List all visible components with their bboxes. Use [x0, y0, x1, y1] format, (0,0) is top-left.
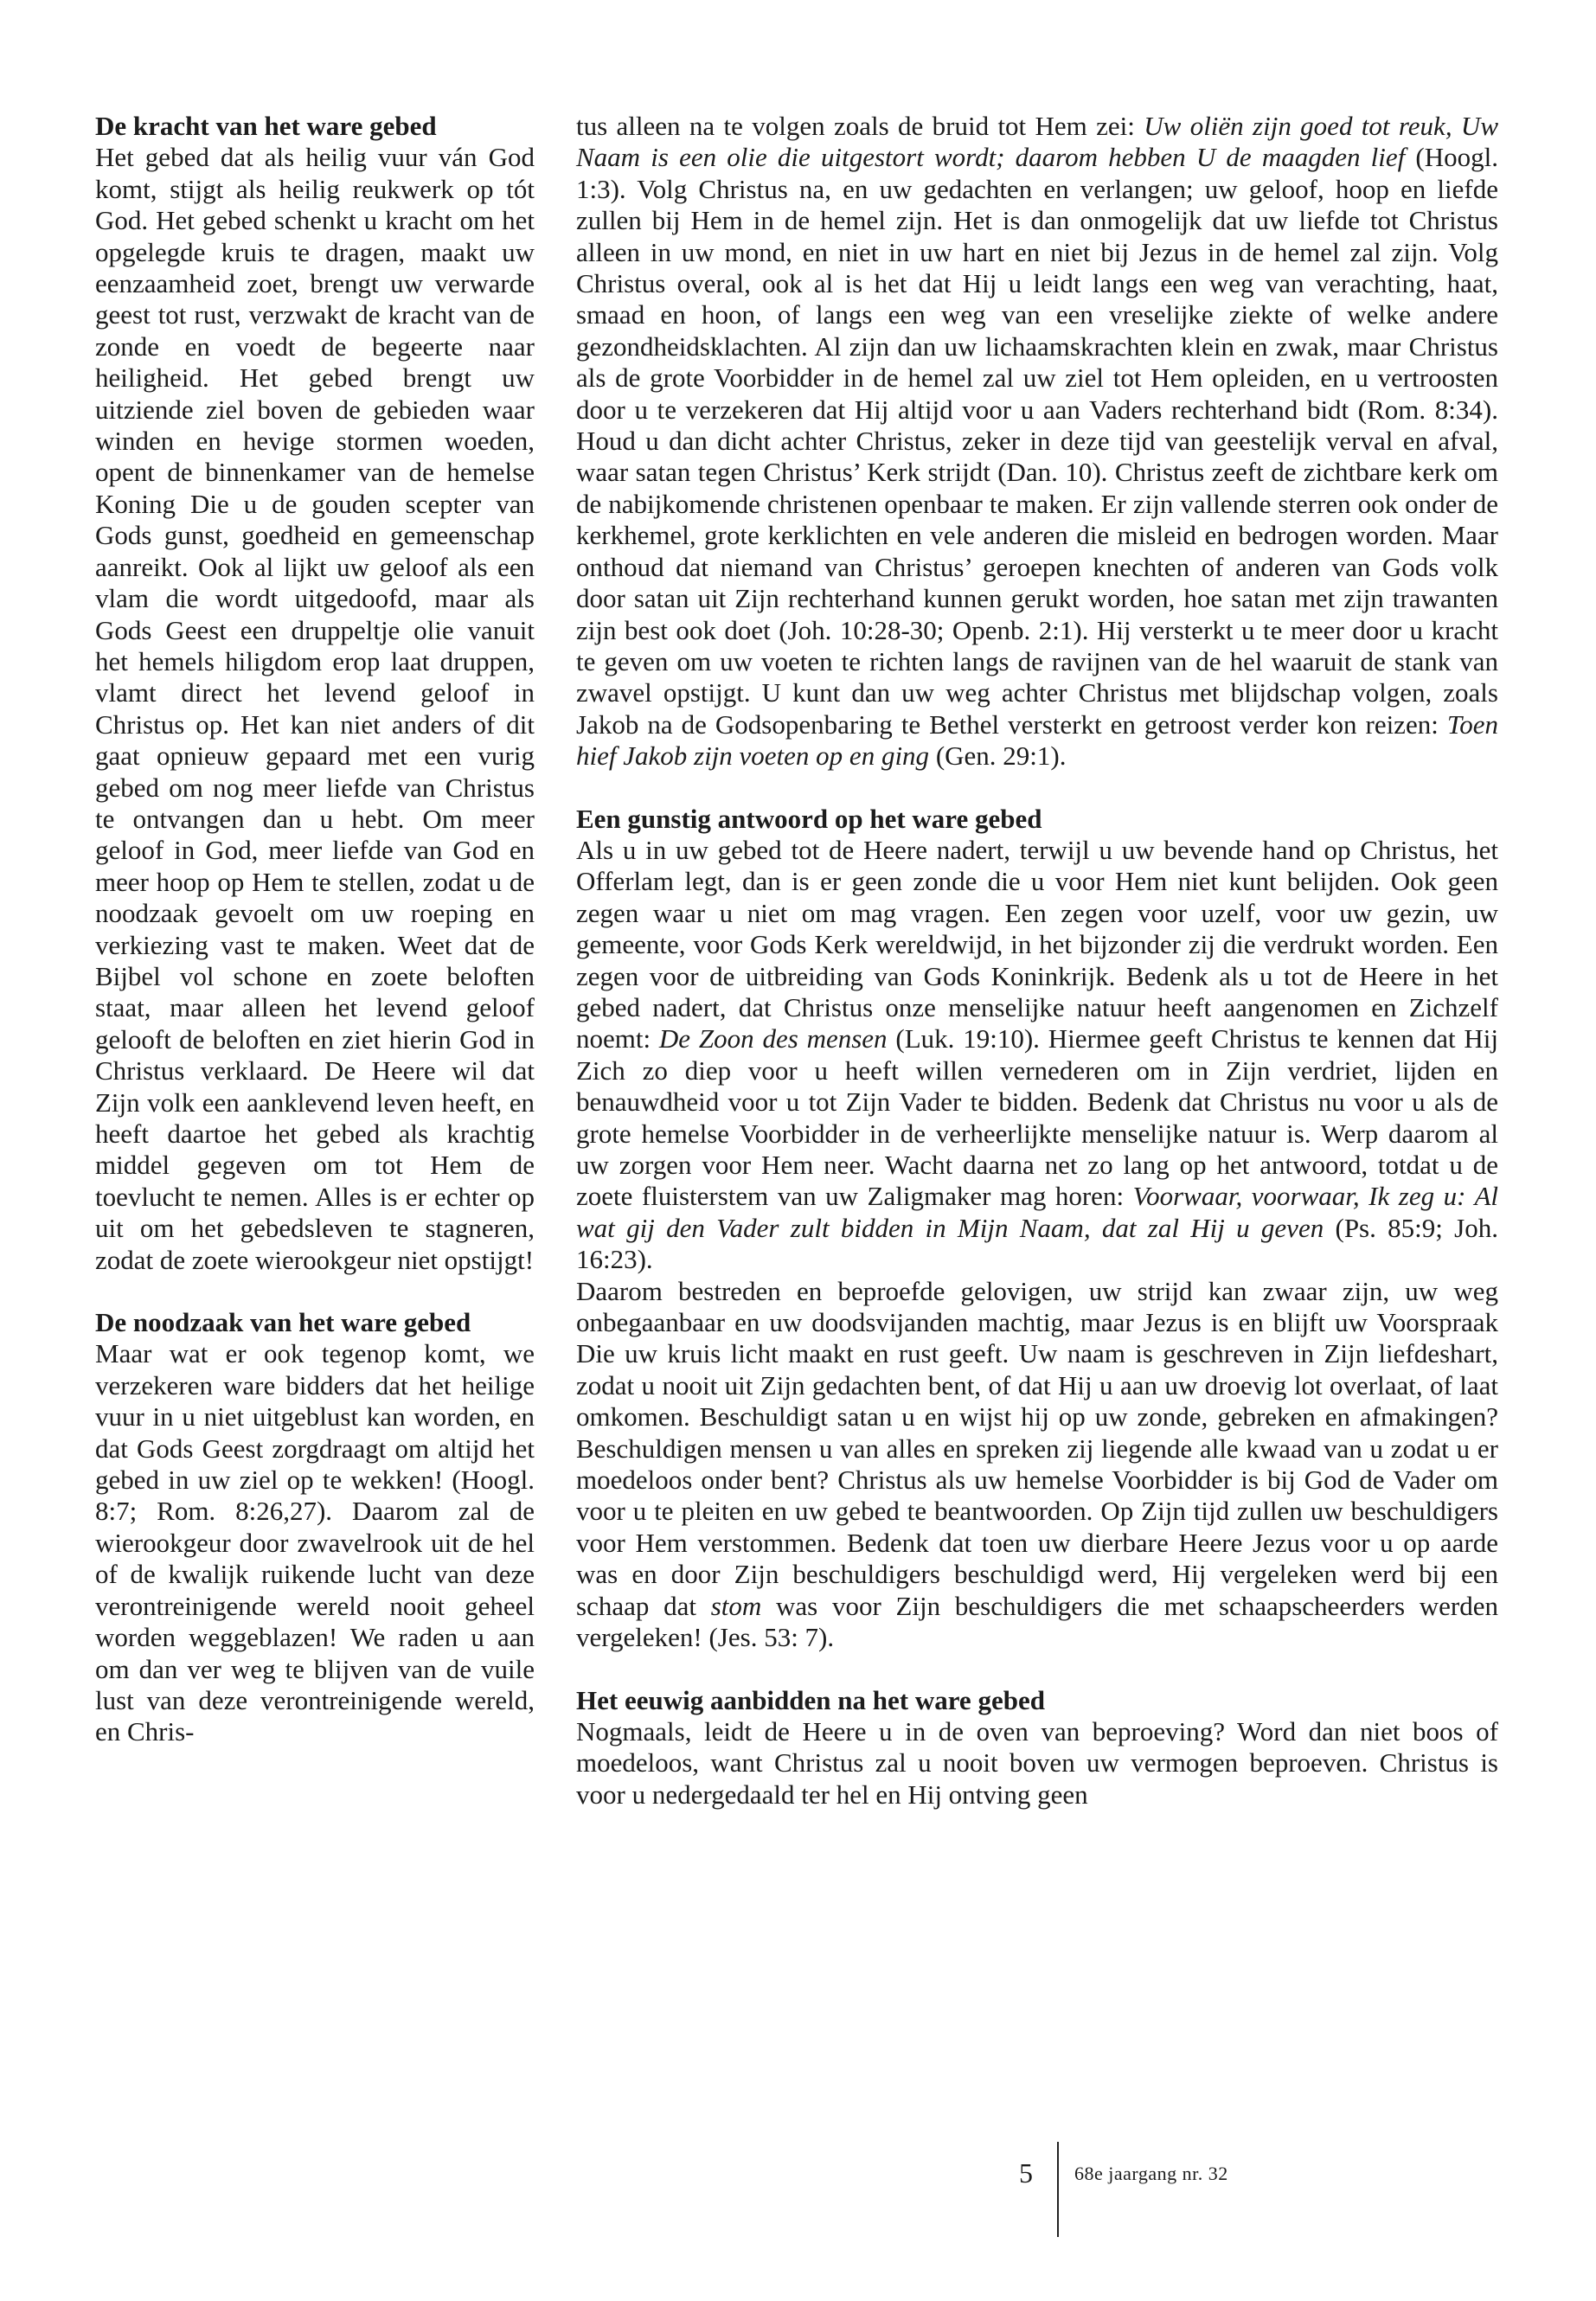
italic-word-stom: stom	[710, 1590, 762, 1621]
paragraph-antwoord	[576, 835, 1498, 1276]
text-run: (Ps. 85:9; Joh. 16:23).	[576, 1212, 1498, 1275]
text-run: (Gen. 29:1).	[929, 740, 1067, 772]
left-column	[95, 111, 535, 1748]
section-heading-noodzaak: De noodzaak van het ware gebed	[95, 1307, 471, 1338]
issue-label: 68e jaargang nr. 32	[1074, 2163, 1228, 2184]
section-body-noodzaak: Maar wat er ook tegenop komt, we verzekeren ware bidders dat het heilige vuur in u niet uitgeblust kan worden, en dat Gods Geest zorgdraagt om altijd het gebed in uw ziel op te wekken! (Hoogl. 8:7; Rom. 8:26,27). Daarom zal de wierookgeur door zwavelrook uit de hel of de kwalijk ruikende lucht van deze verontreinigende wereld nooit geheel worden weggeblazen! We raden u aan om dan ver weg te blijven van de vuile lust van deze verontreinigende wereld, en Chris-	[95, 1338, 535, 1747]
paragraph-bestreden	[576, 1276, 1498, 1654]
page-number: 5	[1019, 2157, 1033, 2189]
text-run: Als u in uw gebed tot de Heere nadert, terwijl u uw bevende hand op Christus, het Offerlam legt, dan is er geen zonde die u voor Hem niet kunt belijden. Ook geen zegen waar u niet om mag vragen. Een zegen voor uzelf, voor uw gezin, uw gemeente, voor Gods Kerk wereldwijd, in het bijzonder zij die verdrukt worden. Een zegen voor de uitbreiding van Gods Koninkrijk. Bedenk als u tot de Heere in het gebed nadert, dat Christus onze menselijke natuur heeft aangenomen en Zichzelf noemt:	[576, 834, 1498, 1054]
footer-divider	[1057, 2142, 1059, 2237]
paragraph-volg-christus	[576, 111, 1498, 772]
right-column	[576, 111, 1498, 1811]
quote-zoon-des-mensen: De Zoon des mensen	[658, 1023, 888, 1054]
section-heading-aanbidden: Het eeuwig aanbidden na het ware gebed	[576, 1684, 1045, 1715]
text-run: was voor Zijn beschuldigers die met schaapscheerders werden vergeleken! (Jes. 53: 7).	[576, 1590, 1499, 1653]
text-run: (Luk. 19:10). Hiermee geeft Christus te kennen dat Hij Zich zo diep voor u heeft willen vernederen om in Zijn verdriet, lijden en benauwdheid voor u tot Zijn Vader te bidden. Bedenk dat Christus nu voor u als de grote hemelse Voorbidder in de verheerlijkte menselijke natuur is. Werp daarom al uw zorgen voor Hem neer. Wacht daarna net zo lang op het antwoord, totdat u de zoete fluisterstem van uw Zaligmaker mag horen:	[576, 1023, 1499, 1212]
text-run: tus alleen na te volgen zoals de bruid tot Hem zei:	[576, 111, 1144, 141]
section-body-kracht: Het gebed dat als heilig vuur ván God komt, stijgt als heilig reukwerk op tót God. Het gebed schenkt u kracht om het opgelegde kruis te dragen, maakt uw eenzaamheid zoet, brengt uw verwarde geest tot rust, verzwakt de kracht van de zonde en voedt de begeerte naar heiligheid. Het gebed brengt uw uitziende ziel boven de gebieden waar winden en hevige stormen woeden, opent de binnenkamer van de hemelse Koning Die u de gouden scepter van Gods gunst, goedheid en gemeenschap aanreikt. Ook al lijkt uw geloof als een vlam die wordt uitgedoofd, maar als Gods Geest een druppeltje olie vanuit het hemels hiligdom erop laat druppen, vlamt direct het levend geloof in Christus op. Het kan niet anders of dit gaat opnieuw gepaard met een vurig gebed om nog meer liefde van Christus te ontvangen dan u hebt. Om meer geloof in God, meer liefde van God en meer hoop op Hem te stellen, zodat u de noodzaak gevoelt om uw roeping en verkiezing vast te maken. Weet dat de Bijbel vol schone en zoete beloften staat, maar alleen het levend geloof gelooft de beloften en ziet hierin God in Christus verklaard. De Heere wil dat Zijn volk een aanklevend leven heeft, en heeft daartoe het gebed als krachtig middel gegeven om tot Hem de toevlucht te nemen. Alles is er echter op uit om het gebedsleven te stagneren, zodat de zoete wierookgeur niet opstijgt!	[95, 142, 535, 1275]
paragraph-aanbidden: Nogmaals, leidt de Heere u in de oven van beproeving? Word dan niet boos of moedeloos, want Christus zal u nooit boven uw vermogen beproeven. Christus is voor u nedergedaald ter hel en Hij ontving geen	[576, 1715, 1498, 1810]
quote-genesis: Toen hief Jakob zijn voeten op en ging	[576, 708, 1498, 772]
section-heading-antwoord: Een gunstig antwoord op het ware gebed	[576, 803, 1042, 834]
quote-hooglied: Uw oliën zijn goed tot reuk, Uw Naam is een olie die uitgestort wordt; daarom hebben U de maagden lief	[576, 111, 1498, 173]
quote-voorwaar: Voorwaar, voorwaar, Ik zeg u: Al wat gij den Vader zult bidden in Mijn Naam, dat zal Hij u geven	[576, 1181, 1498, 1243]
section-heading-kracht: De kracht van het ware gebed	[95, 111, 437, 141]
text-run: (Hoogl. 1:3). Volg Christus na, en uw gedachten en verlangen; uw geloof, hoop en liefde zullen bij Hem in de hemel zijn. Het is dan onmogelijk dat uw liefde tot Christus alleen in uw mond, en niet in uw hart en niet bij Jezus in de hemel zal zijn. Volg Christus overal, ook al is het dat Hij u leidt langs een weg van verachting, haat, smaad en hoon, of langs een weg van een vreselijke ziekte of welke andere gezondheidsklachten. Al zijn dan uw lichaamskrachten klein en zwak, maar Christus als de grote Voorbidder in de hemel zal uw ziel tot Hem opleiden, en u vertroosten door u te verzekeren dat Hij altijd voor u aan Vaders rechterhand bidt (Rom. 8:34). Houd u dan dicht achter Christus, zeker in deze tijd van geestelijk verval en afval, waar satan tegen Christus’ Kerk strijdt (Dan. 10). Christus zeeft de zichtbare kerk om de nabijkomende christenen openbaar te maken. Er zijn vallende sterren ook onder de kerkhemel, grote kerklichten en vele anderen die misleid en bedrogen worden. Maar onthoud dat niemand van Christus’ geroepen knechten of anderen van Gods volk door satan uit Zijn rechterhand kunnen gerukt worden, hoe satan met zijn trawanten zijn best ook doet (Joh. 10:28-30; Openb. 2:1). Hij versterkt u te meer door u kracht te geven om uw voeten te richten langs de ravijnen van de hel waaruit de stank van zwavel opstijgt. U kunt dan uw weg achter Christus met blijdschap volgen, zoals Jakob na de Godsopenbaring te Bethel versterkt en getroost verder kon reizen:	[576, 142, 1498, 740]
text-run: Daarom bestreden en beproefde gelovigen, uw strijd kan zwaar zijn, uw weg onbegaanbaar en uw doodsvijanden machtig, maar Jezus is en blijft uw Voorspraak Die uw kruis licht maakt en rust geeft. Uw naam is geschreven in Zijn liefdeshart, zodat u nooit uit Zijn gedachten bent, of dat Hij u aan uw droevig lot overlaat, of laat omkomen. Beschuldigt satan u en wijst hij op uw zonde, gebreken en afmakingen? Beschuldigen mensen u van alles en spreken zij liegende alle kwaad van u zodat u er moedeloos onder bent? Christus als uw hemelse Voorbidder is bij God de Vader om voor u te pleiten en uw gebed te beantwoorden. Op Zijn tijd zullen uw beschuldigers voor Hem verstommen. Bedenk dat toen uw dierbare Heere Jezus voor u op aarde was en door Zijn beschuldigers beschuldigd werd, Hij vergeleken werd bij een schaap dat	[576, 1275, 1498, 1621]
